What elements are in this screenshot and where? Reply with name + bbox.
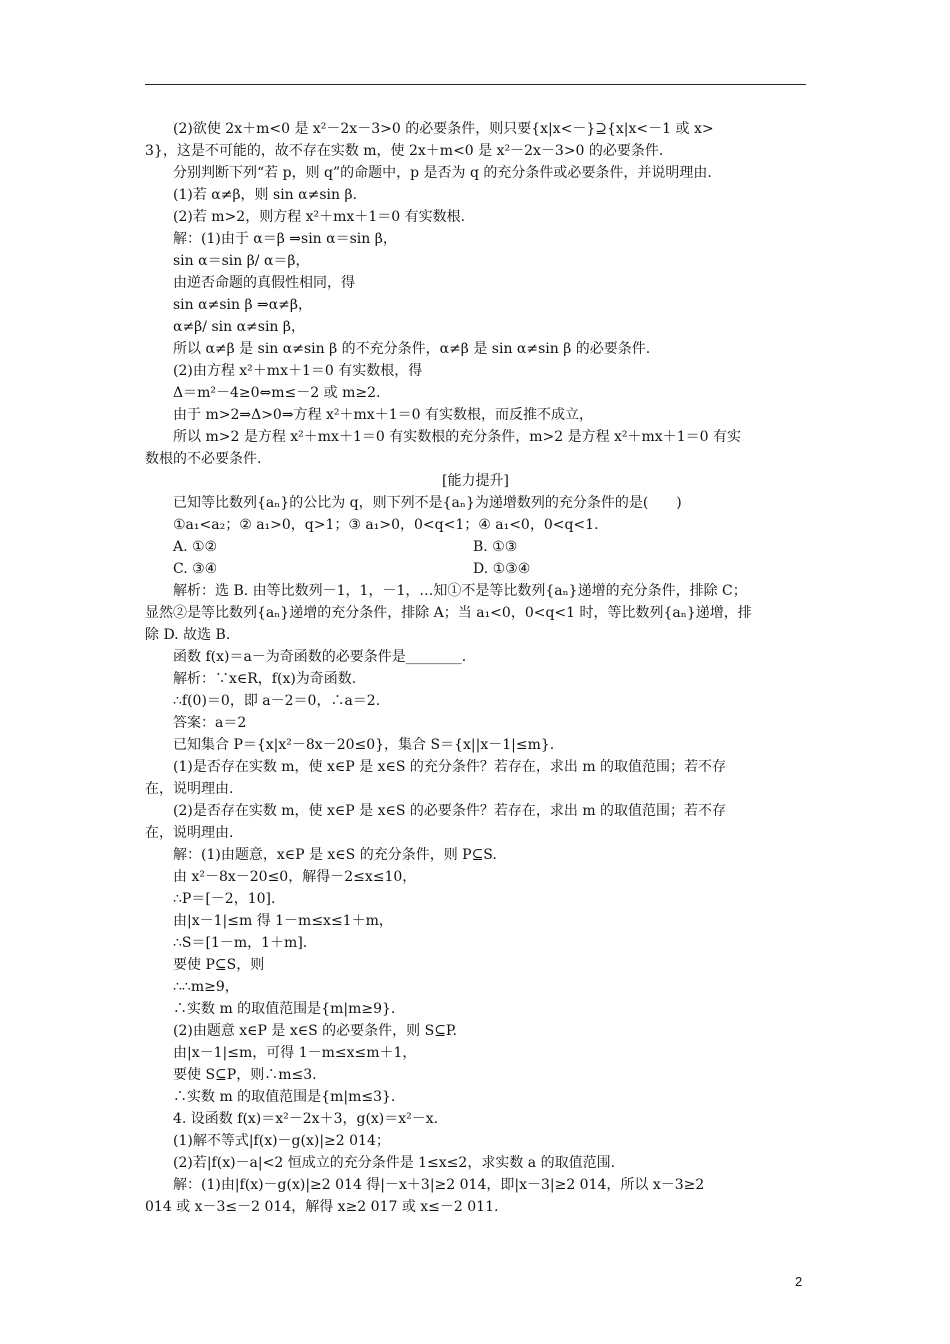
text-line: 显然②是等比数列{aₙ}递增的充分条件，排除 A；当 a₁<0，0<q<1 时，等比数列{aₙ}递增，排 xyxy=(145,605,752,621)
text-line: 由 x²－8x－20≤0，解得－2≤x≤10， xyxy=(173,869,417,885)
text-line: (2)若 m>2，则方程 x²＋mx＋1＝0 有实数根. xyxy=(173,209,466,225)
text-line: ∴∴m≥9， xyxy=(173,979,239,995)
text-line: 除 D. 故选 B. xyxy=(145,627,231,643)
text-line: 在，说明理由. xyxy=(145,781,234,797)
text-line: (2)是否存在实数 m，使 x∈P 是 x∈S 的必要条件？若存在，求出 m 的取值范围；若不存 xyxy=(173,803,727,819)
text-line: ∴S＝[1－m，1＋m]. xyxy=(173,935,308,951)
answer-options-row xyxy=(145,558,806,580)
text-line: ∴P＝[－2，10]. xyxy=(173,891,276,907)
answer-option: D. ①③④ xyxy=(473,561,531,577)
text-line: ∴实数 m 的取值范围是{m|m≤3}. xyxy=(173,1089,396,1105)
text-line: 由|x－1|≤m，可得 1－m≤x≤m＋1， xyxy=(173,1045,417,1061)
text-line: 解：(1)由题意，x∈P 是 x∈S 的充分条件，则 P⊆S. xyxy=(173,847,497,863)
text-line: 分别判断下列“若 p，则 q”的命题中，p 是否为 q 的充分条件或必要条件，并说明理由. xyxy=(173,165,712,181)
text-line: 已知集合 P＝{x|x²－8x－20≤0}，集合 S＝{x||x－1|≤m}. xyxy=(173,737,555,753)
text-line: 函数 f(x)＝a－为奇函数的必要条件是________. xyxy=(173,649,467,665)
text-line: 要使 S⊆P，则∴m≤3. xyxy=(173,1067,317,1083)
text-line: sin α≠sin β ⇒α≠β， xyxy=(173,297,312,313)
text-line: α≠β/ sin α≠sin β， xyxy=(173,319,305,335)
document-body xyxy=(145,118,806,1218)
text-line: ∴实数 m 的取值范围是{m|m≥9}. xyxy=(173,1001,396,1017)
text-line: 解析：选 B. 由等比数列－1，1，－1，…知①不是等比数列{aₙ}递增的充分条件，排除 C； xyxy=(173,583,747,599)
answer-option: C. ③④ xyxy=(173,561,218,577)
text-line: 所以 m>2 是方程 x²＋mx＋1＝0 有实数根的充分条件，m>2 是方程 x²＋mx＋1＝0 有实 xyxy=(173,429,741,445)
text-line: 在，说明理由. xyxy=(145,825,234,841)
section-heading: [能力提升] xyxy=(442,473,509,489)
text-line: 数根的不必要条件. xyxy=(145,451,262,467)
text-line: 解：(1)由|f(x)－g(x)|≥2 014 得|－x＋3|≥2 014，即|x－3|≥2 014，所以 x－3≥2 xyxy=(173,1177,705,1193)
text-line: 014 或 x－3≤－2 014，解得 x≥2 017 或 x≤－2 011. xyxy=(145,1199,499,1215)
text-line: (1)若 α≠β，则 sin α≠sin β. xyxy=(173,187,357,203)
text-line: 解：(1)由于 α＝β ⇒sin α＝sin β， xyxy=(173,231,397,247)
text-line: 要使 P⊆S，则 xyxy=(173,957,265,973)
text-line: ①a₁<a₂；② a₁>0，q>1；③ a₁>0，0<q<1；④ a₁<0，0<q<1. xyxy=(173,517,599,533)
text-line: 所以 α≠β 是 sin α≠sin β 的不充分条件，α≠β 是 sin α≠sin β 的必要条件. xyxy=(173,341,651,357)
text-line: (1)是否存在实数 m，使 x∈P 是 x∈S 的充分条件？若存在，求出 m 的取值范围；若不存 xyxy=(173,759,727,775)
text-line: (2)若|f(x)－a|<2 恒成立的充分条件是 1≤x≤2，求实数 a 的取值范围. xyxy=(173,1155,616,1171)
text-line: 已知等比数列{aₙ}的公比为 q，则下列不是{aₙ}为递增数列的充分条件的是( ) xyxy=(173,495,682,511)
text-line: ∴f(0)＝0，即 a－2＝0，∴a＝2. xyxy=(173,693,381,709)
text-line: 答案：a＝2 xyxy=(173,715,247,731)
text-line: sin α＝sin β/ α＝β， xyxy=(173,253,310,269)
answer-option: B. ①③ xyxy=(473,539,518,555)
text-line: Δ＝m²－4≥0⇔m≤－2 或 m≥2. xyxy=(173,385,381,401)
text-line: 解析：∵x∈R，f(x)为奇函数. xyxy=(173,671,357,687)
text-line: (2)欲使 2x＋m<0 是 x²－2x－3>0 的必要条件，则只要{x|x<－}⊇{x|x<－1 或 x> xyxy=(173,121,714,137)
text-line: 3}，这是不可能的，故不存在实数 m，使 2x＋m<0 是 x²－2x－3>0 的必要条件. xyxy=(145,143,664,159)
answer-options-row xyxy=(145,536,806,558)
header-rule xyxy=(145,84,806,85)
text-line: 由|x－1|≤m 得 1－m≤x≤1＋m， xyxy=(173,913,393,929)
page-number: 2 xyxy=(795,1274,803,1289)
text-line: 由逆否命题的真假性相同，得 xyxy=(173,275,355,291)
answer-option: A. ①② xyxy=(173,539,218,555)
text-line: (2)由方程 x²＋mx＋1＝0 有实数根，得 xyxy=(173,363,423,379)
text-line: 4. 设函数 f(x)＝x²－2x＋3，g(x)＝x²－x. xyxy=(173,1111,439,1127)
text-line: 由于 m>2⇒Δ>0⇒方程 x²＋mx＋1＝0 有实数根，而反推不成立， xyxy=(173,407,593,423)
text-line: (1)解不等式|f(x)－g(x)|≥2 014； xyxy=(173,1133,390,1149)
text-line: (2)由题意 x∈P 是 x∈S 的必要条件，则 S⊆P. xyxy=(173,1023,457,1039)
